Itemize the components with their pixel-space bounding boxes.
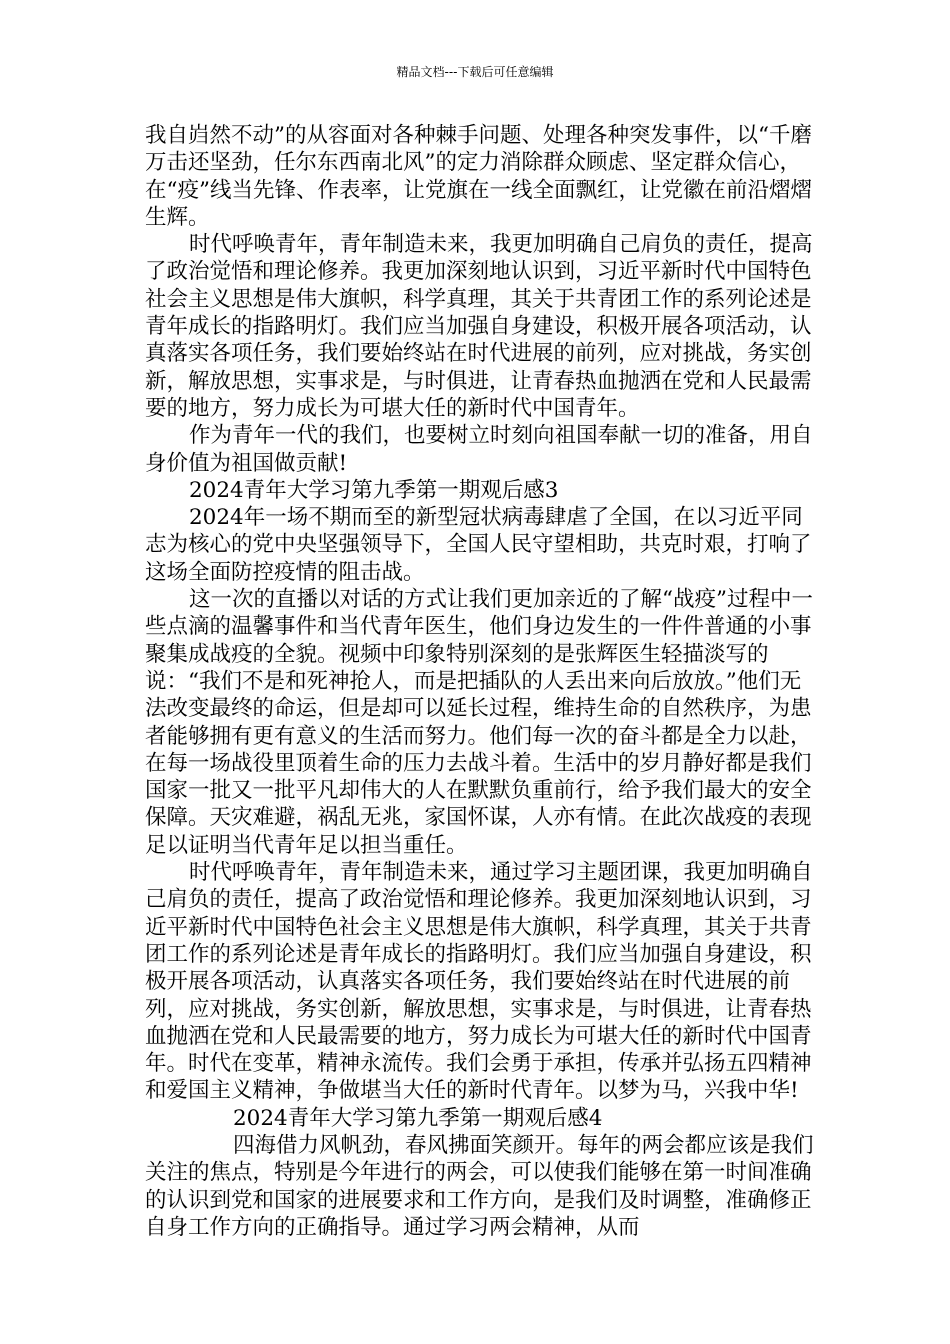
paragraph-6: 时代呼唤青年，青年制造未来，通过学习主题团课，我更加明确自己肩负的责任，提高了政治觉悟和理论修养。我更加深刻地认识到，习近平新时代中国特色社会主义思想是伟大旗帜，科学真理，其关于共青团工作的系列论述是青年成长的指路明灯。我们应当加强自身建设，积极开展各项活动，认真落实各项任务，我们要始终站在时代进展的前列，应对挑战，务实创新，解放思想，实事求是，与时俱进，让青春热血抛洒在党和人民最需要的地方，努力成长为可堪大任的新时代中国青年。时代在变革，精神永流传。我们会勇于承担，传承并弘扬五四精神和爱国主义精神，争做堪当大任的新时代青年。以梦为马，兴我中华! bbox=[145, 860, 813, 1104]
section-title-3: 2024青年大学习第九季第一期观后感3 bbox=[189, 477, 559, 503]
paragraph-7: 四海借力风帆劲，春风拂面笑颜开。每年的两会都应该是我们关注的焦点，特别是今年进行的两会，可以使我们能够在第一时间准确的认识到党和国家的进展要求和工作方向，是我们及时调整，准确修正自身工作方向的正确指导。通过学习两会精神，从而 bbox=[145, 1132, 814, 1240]
document-body bbox=[145, 122, 820, 1241]
section-title-4: 2024青年大学习第九季第一期观后感4 bbox=[233, 1105, 603, 1131]
paragraph-2: 时代呼唤青年，青年制造未来，我更加明确自己肩负的责任，提高了政治觉悟和理论修养。我更加深刻地认识到，习近平新时代中国特色社会主义思想是伟大旗帜，科学真理，其关于共青团工作的系列论述是青年成长的指路明灯。我们应当加强自身建设，积极开展各项活动，认真落实各项任务，我们要始终站在时代进展的前列，应对挑战，务实创新，解放思想，实事求是，与时俱进，让青春热血抛洒在党和人民最需要的地方，努力成长为可堪大任的新时代中国青年。 bbox=[145, 232, 813, 421]
paragraph-1: 我自岿然不动”的从容面对各种棘手问题、处理各种突发事件，以“千磨万击还坚劲，任尔东西南北风”的定力消除群众顾虑、坚定群众信心，在“疫”线当先锋、作表率，让党旗在一线全面飘红，让党徽在前沿熠熠生辉。 bbox=[145, 123, 812, 230]
page-header: 精品文档---下载后可任意编辑 bbox=[396, 65, 554, 79]
paragraph-5: 这一次的直播以对话的方式让我们更加亲近的了解“战疫”过程中一些点滴的温馨事件和当代青年医生，他们身边发生的一件件普通的小事聚集成战疫的全貌。视频中印象特别深刻的是张辉医生轻描淡写的说：“我们不是和死神抢人，而是把插队的人丢出来向后放放。”他们无法改变最终的命运，但是却可以延长过程，维持生命的自然秩序，为患者能够拥有更有意义的生活而努力。他们每一次的奋斗都是全力以赴，在每一场战役里顶着生命的压力去战斗着。生活中的岁月静好都是我们国家一批又一批平凡却伟大的人在默默负重前行，给予我们最大的安全保障。天灾难避，祸乱无兆，家国怀谋，人亦有情。在此次战疫的表现足以证明当代青年足以担当重任。 bbox=[145, 587, 813, 858]
paragraph-3: 作为青年一代的我们，也要树立时刻向祖国奉献一切的准备，用自身价值为祖国做贡献! bbox=[145, 423, 813, 476]
paragraph-4: 2024年一场不期而至的新型冠状病毒肆虐了全国，在以习近平同志为核心的党中央坚强领导下，全国人民守望相助，共克时艰，打响了这场全面防控疫情的阻击战。 bbox=[145, 505, 812, 585]
